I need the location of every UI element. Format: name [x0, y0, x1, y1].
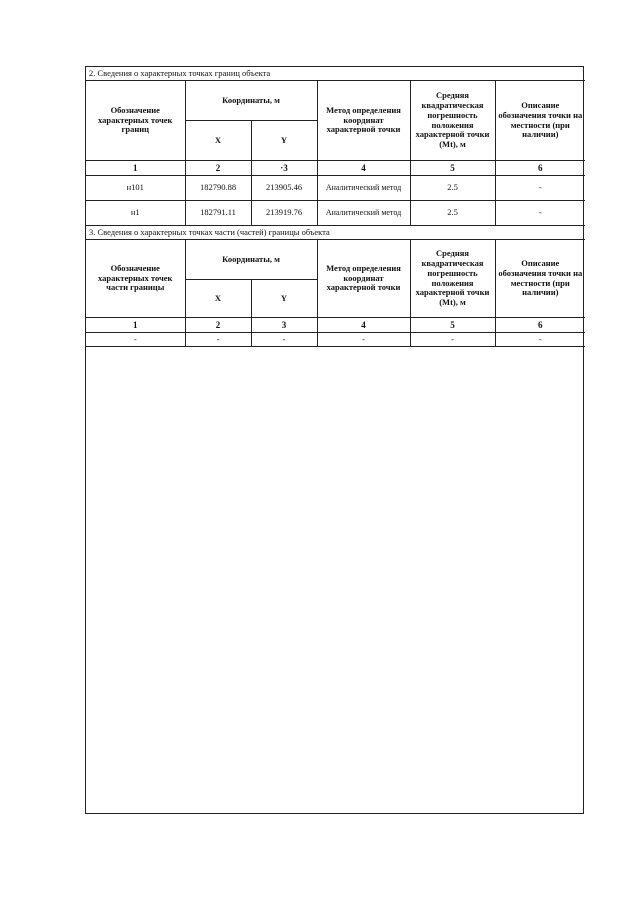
header-y: Y — [251, 121, 317, 161]
document-frame — [85, 66, 584, 814]
col-number: 5 — [410, 318, 495, 333]
table-row — [86, 201, 585, 226]
col-number: 1 — [86, 161, 185, 176]
coord-y: 213905.46 — [251, 176, 317, 201]
error-value: 2.5 — [410, 176, 495, 201]
method-value: Аналитический метод — [317, 176, 410, 201]
header-coordinates: Координаты, м — [185, 240, 317, 280]
section-2-title: 2. Сведения о характерных точках границ объекта — [86, 67, 585, 81]
section-3-header-row-1 — [86, 240, 585, 280]
header-method: Метод определения координат характерной точки — [317, 81, 410, 161]
section-3-title: 3. Сведения о характерных точках части (частей) границы объекта — [86, 226, 585, 240]
header-error: Средняя квадратическая погрешность положения характерной точки (Mt), м — [410, 240, 495, 318]
col-number: 3 — [251, 318, 317, 333]
method-value: - — [317, 333, 410, 347]
method-value: Аналитический метод — [317, 201, 410, 226]
col-number: 6 — [495, 318, 585, 333]
description-value: - — [495, 176, 585, 201]
header-designation: Обозначение характерных точек границ — [86, 81, 185, 161]
point-name: н101 — [86, 176, 185, 201]
header-x: X — [185, 121, 251, 161]
col-number: 2 — [185, 318, 251, 333]
table-row — [86, 333, 585, 347]
header-y: Y — [251, 280, 317, 318]
col-number: 4 — [317, 161, 410, 176]
section-2-header-row-1 — [86, 81, 585, 121]
coord-y: - — [251, 333, 317, 347]
table-row — [86, 176, 585, 201]
section-3-column-numbers — [86, 318, 585, 333]
description-value: - — [495, 333, 585, 347]
header-error: Средняя квадратическая погрешность положения характерной точки (Mt), м — [410, 81, 495, 161]
section-2-column-numbers — [86, 161, 585, 176]
point-name: - — [86, 333, 185, 347]
section-2-title-row — [86, 67, 585, 81]
col-number: 1 — [86, 318, 185, 333]
col-number: ·3 — [251, 161, 317, 176]
description-value: - — [495, 201, 585, 226]
col-number: 2 — [185, 161, 251, 176]
header-designation: Обозначение характерных точек части границы — [86, 240, 185, 318]
col-number: 5 — [410, 161, 495, 176]
coord-x: 182790.88 — [185, 176, 251, 201]
header-x: X — [185, 280, 251, 318]
col-number: 6 — [495, 161, 585, 176]
header-method: Метод определения координат характерной точки — [317, 240, 410, 318]
error-value: - — [410, 333, 495, 347]
header-description: Описание обозначения точки на местности (при наличии) — [495, 240, 585, 318]
coord-x: 182791.11 — [185, 201, 251, 226]
point-name: н1 — [86, 201, 185, 226]
header-coordinates: Координаты, м — [185, 81, 317, 121]
error-value: 2.5 — [410, 201, 495, 226]
col-number: 4 — [317, 318, 410, 333]
coord-y: 213919.76 — [251, 201, 317, 226]
section-3-title-row — [86, 226, 585, 240]
header-description: Описание обозначения точки на местности (при наличии) — [495, 81, 585, 161]
coordinates-table — [86, 67, 585, 347]
coord-x: - — [185, 333, 251, 347]
